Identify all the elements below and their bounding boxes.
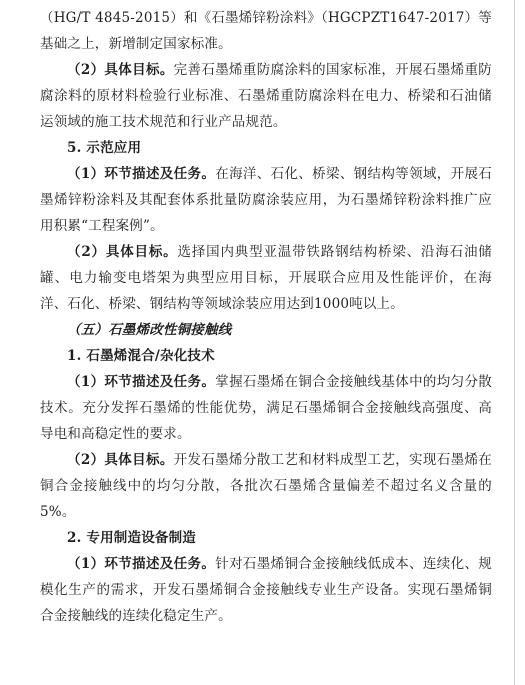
paragraph-label: （1）环节描述及任务。 bbox=[67, 374, 216, 390]
paragraph-task-mixing bbox=[40, 369, 492, 447]
paragraph-text: 在海洋、石化、桥梁、钢结构等领域，开展石墨烯锌粉涂料及其配套体系批量防腐涂装应用，为石墨烯锌粉涂料推广应用积累“工程案例”。 bbox=[40, 166, 493, 234]
document-body bbox=[40, 5, 492, 629]
paragraph-specific-goal-standards bbox=[40, 57, 492, 135]
paragraph-task-demo bbox=[40, 161, 492, 239]
paragraph-label: （2）具体目标。 bbox=[67, 452, 174, 468]
paragraph-label: （2）具体目标。 bbox=[67, 244, 178, 260]
page-edge-divider bbox=[514, 0, 515, 685]
paragraph-text: 掌握石墨烯在铜合金接触线基体中的均匀分散技术。充分发挥石墨烯的性能优势，满足石墨烯铜合金接触线高强度、高导电和高稳定性的要求。 bbox=[40, 374, 493, 442]
paragraph-task-equipment bbox=[40, 551, 492, 629]
paragraph-text: （HG/T 4845-2015）和《石墨烯锌粉涂料》（HGCPZT1647-2017）等基础之上，新增制定国家标准。 bbox=[40, 10, 492, 52]
paragraph-label: （1）环节描述及任务。 bbox=[67, 166, 216, 182]
paragraph-text: 完善石墨烯重防腐涂料的国家标准，开展石墨烯重防腐涂料的原材料检验行业标准、石墨烯重防腐涂料在电力、桥梁和石油储运领域的施工技术规范和行业产品规范。 bbox=[40, 62, 492, 130]
section-heading-demo-application: 5. 示范应用 bbox=[67, 140, 142, 156]
paragraph-text: 开发石墨烯分散工艺和材料成型工艺，实现石墨烯在铜合金接触线中的均匀分散，各批次石墨烯含量偏差不超过名义含量的5%。 bbox=[40, 452, 492, 520]
paragraph-text: 针对石墨烯铜合金接触线低成本、连续化、规模化生产的需求，开发石墨烯铜合金接触线专业生产设备。实现石墨烯铜合金接触线的连续化稳定生产。 bbox=[40, 556, 493, 624]
paragraph-text: 选择国内典型亚温带铁路钢结构桥梁、沿海石油储罐、电力输变电塔架为典型应用目标，开展联合应用及性能评价，在海洋、石化、桥梁、钢结构等领域涂装应用达到1000吨以上。 bbox=[40, 244, 493, 312]
paragraph-specific-goal-demo bbox=[40, 239, 492, 317]
paragraph-label: （2）具体目标。 bbox=[67, 62, 174, 78]
section-heading-equipment: 2. 专用制造设备制造 bbox=[67, 530, 196, 546]
chapter-heading-copper-contact-wire: （五）石墨烯改性铜接触线 bbox=[67, 322, 232, 338]
section-heading-mixing-technology: 1. 石墨烯混合/杂化技术 bbox=[67, 348, 215, 364]
paragraph-standards-continuation bbox=[40, 5, 492, 57]
paragraph-label: （1）环节描述及任务。 bbox=[67, 556, 216, 572]
paragraph-specific-goal-mixing bbox=[40, 447, 492, 525]
